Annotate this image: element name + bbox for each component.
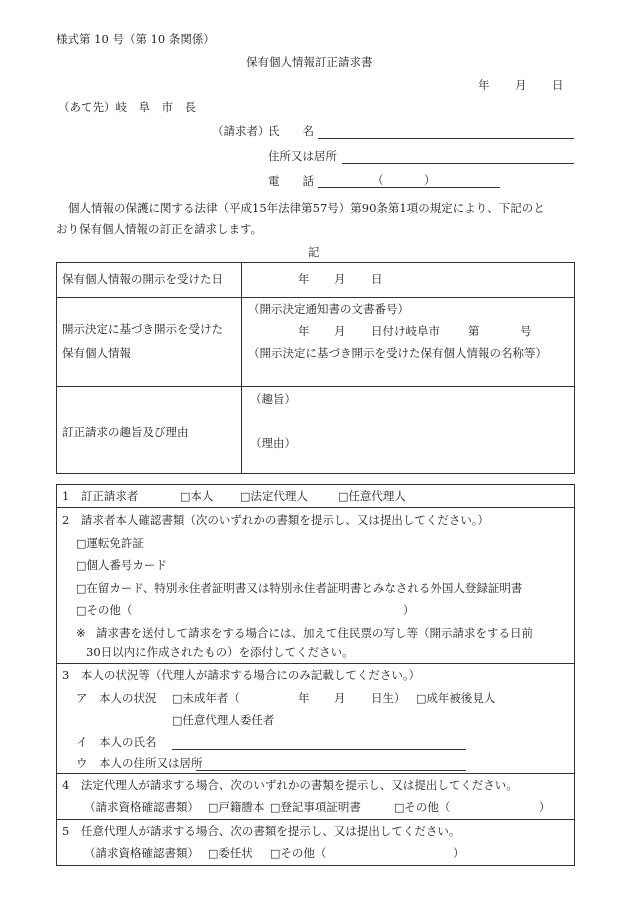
notice-number-heading: （開示決定通知書の文書番号） <box>248 302 409 316</box>
section-4-doc-label: （請求資格確認書類） <box>84 800 199 814</box>
disclosed-info-name-heading: （開示決定に基づき開示を受けた保有個人情報の名称等） <box>248 346 547 360</box>
date-year: 年 <box>478 78 490 92</box>
section-5-label: 5 任意代理人が請求する場合、次の書類を提示し、又は提出してください。 <box>62 824 461 838</box>
notice-go[interactable]: 号 <box>520 324 532 338</box>
option-self[interactable]: □本人 <box>180 489 214 503</box>
option-other-id[interactable]: □その他（ <box>76 603 133 617</box>
section-5-doc-label: （請求資格確認書類） <box>84 846 199 860</box>
table-column-divider <box>241 262 242 474</box>
section-1-label: 1 訂正請求者 <box>62 489 139 503</box>
notice-dated-gifu-city[interactable]: 日付け岐阜市 <box>371 324 440 338</box>
principal-name-field[interactable] <box>172 749 466 750</box>
principal-address-field[interactable] <box>196 770 466 771</box>
addressee: （あて先）岐 阜 市 長 <box>58 100 196 114</box>
notice-month[interactable]: 月 <box>334 324 346 338</box>
requester-phone-field[interactable] <box>318 187 500 188</box>
option-other-voluntary[interactable]: □その他（ <box>270 846 327 860</box>
note-mark: ※ <box>76 626 86 640</box>
section-divider <box>56 507 575 508</box>
disclosure-date-year[interactable]: 年 <box>298 272 310 286</box>
option-my-number-card[interactable]: □個人番号カード <box>76 558 167 572</box>
option-registry-certificate[interactable]: □登記事項証明書 <box>270 800 361 814</box>
other-id-close: ） <box>403 603 415 617</box>
reason-heading[interactable]: （理由） <box>250 436 296 450</box>
disclosure-date-day[interactable]: 日 <box>371 272 383 286</box>
option-drivers-license[interactable]: □運転免許証 <box>76 536 144 550</box>
principal-status-label: ア 本人の状況 <box>76 691 157 705</box>
page-title: 保有個人情報訂正請求書 <box>246 55 373 69</box>
section-divider <box>56 819 575 820</box>
checkbox-icon[interactable]: □ <box>172 692 183 705</box>
correction-table <box>56 262 575 474</box>
principal-name-label: イ 本人の氏名 <box>76 735 157 749</box>
date-month: 月 <box>515 78 527 92</box>
intro-line-1: 個人情報の保護に関する法律（平成15年法律第57号）第90条第1項の規定により、下記のと <box>68 201 545 215</box>
option-other-legal[interactable]: □その他（ <box>394 800 451 814</box>
note-line-1: 請求書を送付して請求をする場合には、加えて住民票の写し等（開示請求をする日前 <box>96 626 533 640</box>
minor-birth-year[interactable]: 年 <box>298 691 310 705</box>
requester-name-field[interactable] <box>318 138 574 139</box>
checkbox-icon[interactable]: □ <box>76 582 87 595</box>
section-3-label: 3 本人の状況等（代理人が請求する場合にのみ記載してください。） <box>62 668 421 682</box>
checkbox-icon[interactable]: □ <box>76 559 87 572</box>
section-4-label: 4 法定代理人が請求する場合、次のいずれかの書類を提示し、又は提出してください。 <box>62 778 518 792</box>
checkbox-icon[interactable]: □ <box>180 490 191 503</box>
notice-dai[interactable]: 第 <box>468 324 480 338</box>
option-family-register[interactable]: □戸籍謄本 <box>208 800 265 814</box>
purpose-heading[interactable]: （趣旨） <box>250 392 296 406</box>
checkbox-icon[interactable]: □ <box>270 847 281 860</box>
section-divider <box>56 663 575 664</box>
requester-phone-label: 電 話 <box>268 174 314 188</box>
option-voluntary-agent[interactable]: □任意代理人 <box>338 489 406 503</box>
disclosed-info-label-line-2: 保有個人情報 <box>62 346 131 360</box>
principal-address-label: ウ 本人の住所又は居所 <box>76 756 203 770</box>
option-minor[interactable]: □未成年者（ <box>172 691 240 705</box>
purpose-reason-label: 訂正請求の趣旨及び理由 <box>62 425 189 439</box>
section-divider <box>56 773 575 774</box>
section-2-label: 2 請求者本人確認書類（次のいずれかの書類を提示し、又は提出してください。） <box>62 513 490 527</box>
phone-paren-open: （ <box>372 173 384 187</box>
disclosed-info-label-line-1: 開示決定に基づき開示を受けた <box>62 322 223 336</box>
table-row-divider <box>56 297 575 298</box>
option-voluntary-principal[interactable]: □任意代理人委任者 <box>172 713 275 727</box>
minor-birth-month[interactable]: 月 <box>334 691 346 705</box>
notice-year[interactable]: 年 <box>298 324 310 338</box>
checkbox-icon[interactable]: □ <box>338 490 349 503</box>
checkbox-icon[interactable]: □ <box>172 714 183 727</box>
form-number: 様式第 10 号（第 10 条関係） <box>56 32 215 46</box>
table-row-divider <box>56 386 575 387</box>
note-line-2: 30日以内に作成されたもの）を添付してください。 <box>86 645 354 659</box>
requester-address-field[interactable] <box>342 163 574 164</box>
ki-heading: 記 <box>308 245 320 259</box>
requester-name-label: 氏 名 <box>268 124 314 138</box>
other-legal-close: ） <box>539 800 551 814</box>
other-voluntary-close: ） <box>453 846 465 860</box>
minor-birth-day[interactable]: 日生） <box>371 691 406 705</box>
intro-line-2: おり保有個人情報の訂正を請求します。 <box>56 222 263 236</box>
checkbox-icon[interactable]: □ <box>394 801 405 814</box>
checkbox-icon[interactable]: □ <box>208 847 219 860</box>
checkbox-icon[interactable]: □ <box>416 692 427 705</box>
option-adult-ward[interactable]: □成年被後見人 <box>416 691 496 705</box>
option-power-of-attorney[interactable]: □委任状 <box>208 846 253 860</box>
requester-prefix: （請求者） <box>212 124 270 138</box>
checkbox-icon[interactable]: □ <box>208 801 219 814</box>
date-day: 日 <box>552 78 564 92</box>
disclosure-date-month[interactable]: 月 <box>334 272 346 286</box>
disclosure-date-label: 保有個人情報の開示を受けた日 <box>62 272 223 286</box>
requester-address-label: 住所又は居所 <box>268 149 337 163</box>
checkbox-icon[interactable]: □ <box>76 537 87 550</box>
checkbox-icon[interactable]: □ <box>240 490 251 503</box>
phone-paren-close: ） <box>424 173 436 187</box>
checkbox-icon[interactable]: □ <box>270 801 281 814</box>
option-residence-card[interactable]: □在留カード、特別永住者証明書又は特別永住者証明書とみなされる外国人登録証明書 <box>76 581 523 595</box>
checkbox-icon[interactable]: □ <box>76 604 87 617</box>
option-legal-agent[interactable]: □法定代理人 <box>240 489 308 503</box>
